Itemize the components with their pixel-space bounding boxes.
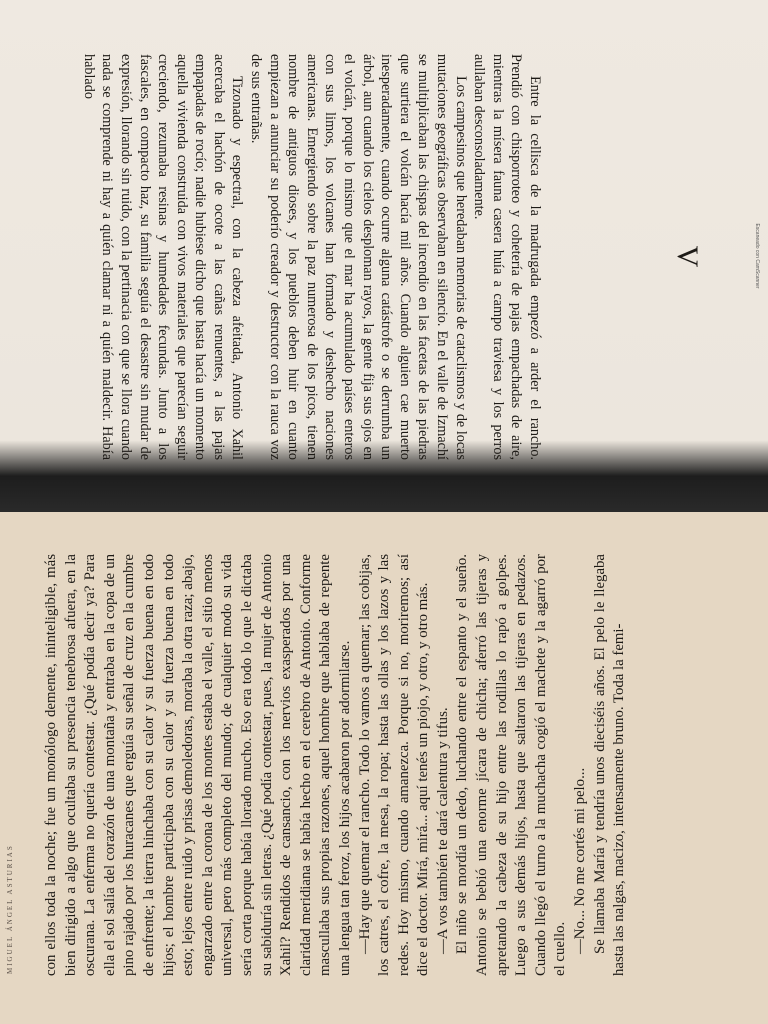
scan-lower-half <box>0 512 768 1024</box>
paragraph: —A vos también te dará calentura y tifus. <box>434 707 451 954</box>
paragraph: con ellos toda la noche; fue un monólogo demente, ininteligible, más bien dirigido a algo que ocultaba su presencia tenebrosa afuera, en la oscurana. La enferma no quería contestar. ¿Qué podía decir ya? Para ella el sol salía del corazón de una montaña y entraba en la copa de un pino rajado por los huracanes que erguía su señal de cruz en la cumbre de enfrente; la tierra hinchaba con su calor y su fuerza buena en todo hijos; el hombre participaba con su calor y su fuerza buena en todo esto; lejos entre ruido y prisas demoledoras, moraba la otra raza; abajo, engarzado entre la corona de los montes estaba el valle, el sitio menos universal, pero más completo del mundo; de cualquier modo su vida sería corta porque había llorado mucho. Eso era todo lo que le dictaba su sabiduría sin letras. ¿Qué podía contestar, pues, la mujer de Antonio Xahil? Rendidos de cansancio, con los nervios exasperados por una claridad meridiana se había hecho en el cerebro de Antonio. Conforme mascullaba sus propias razones, aquel hombre que hablaba de repente una lengua tan feroz, los hijos acabaron por adormilarse. <box>43 554 353 976</box>
paragraph: Los campesinos que heredaban memorias de cataclismos y de locas mutaciones geográficas observaban en silencio. En el valle de Izmachí se multiplicaban las chispas del incendio en las facetas de las piedras que surtiera el volcán hacía mil años. Cuando alguien cae muerto inesperadamente, cuando ocurre alguna catástrofe o se derrumba un árbol, aun cuando los cielos desploman rayos, la gente fija sus ojos en el volcán, porque lo mismo que el mar ha acumulado países enteros con sus limos, los volcanes han formado y deshecho naciones americanas. Emergiendo sobre la paz numerosa de los picos, tienen nombre de antiguos dioses, y los pueblos deben huir en cuanto empiezan a anunciar su poderío creador y destructor con la rauca voz de sus entrañas. <box>248 54 469 460</box>
paragraph: Se llamaba María y tendría unos dieciséis años. El pelo le llegaba hasta las nalgas, macizo, intensamente bruno. Toda la femi- <box>591 554 628 976</box>
paragraph: —Hay que quemar el rancho. Todo lo vamos a quemar; las cobijas, los catres, el cofre, la mesa, la ropa; hasta las ollas y los lazos y las redes. Hoy mismo, cuando amanezca. Porque si no, moriremos; así dice el doctor. Mirá, mirá... aquí tenés un piojo, y otro, y otro más. <box>356 554 432 976</box>
page-one-body <box>79 54 544 460</box>
paragraph: —No... No me cortés mi pelo... <box>572 767 589 954</box>
chapter-number: V <box>671 245 704 269</box>
page-two-body <box>42 554 630 976</box>
running-header: MIGUEL ÁNGEL ASTURIAS <box>6 844 14 974</box>
page-two <box>0 512 768 1024</box>
paragraph: El niño se mordía un dedo, luchando entre el espanto y el sueño. Antonio se bebió una enorme jícara de chicha; aferró las tijeras y apretando la cabeza de su hijo entre las rodillas lo rapó a golpes. Luego a sus demás hijos, hasta que saltaron las tijeras en pedazos. Cuando llegó el turno a la muchacha cogió el machete y la agarró por el cuello. <box>454 554 569 976</box>
scan-watermark: Escaneado con CamScanner <box>754 223 760 289</box>
paragraph: Tizonado y espectral, con la cabeza afeitada, Antonio Xahil acercaba el hachón de ocote a las cañas renuentes, a las pajas empapadas de rocío; nadie hubiese dicho que hasta hacía un momento aquella vivienda construida con vivos materiales que parecían seguir creciendo, rezumaba resinas y humedades fecundas. Junto a los fascales, en compacto haz, su familia seguía el desastre sin mudar de expresión, llorando sin ruido, con la pertinacia con que se llora cuando nada se comprende ni hay a quién clamar ni a quién maldecir. Había hablado <box>80 54 246 460</box>
paragraph: Entre la cellisca de la madrugada empezó a arder el rancho. Prendió con chisporroteo y cohetería de pajas empachadas de aire, mientras la mísera fauna casera huía a campo traviesa y los perros aullaban desconsoladamente. <box>471 54 543 460</box>
